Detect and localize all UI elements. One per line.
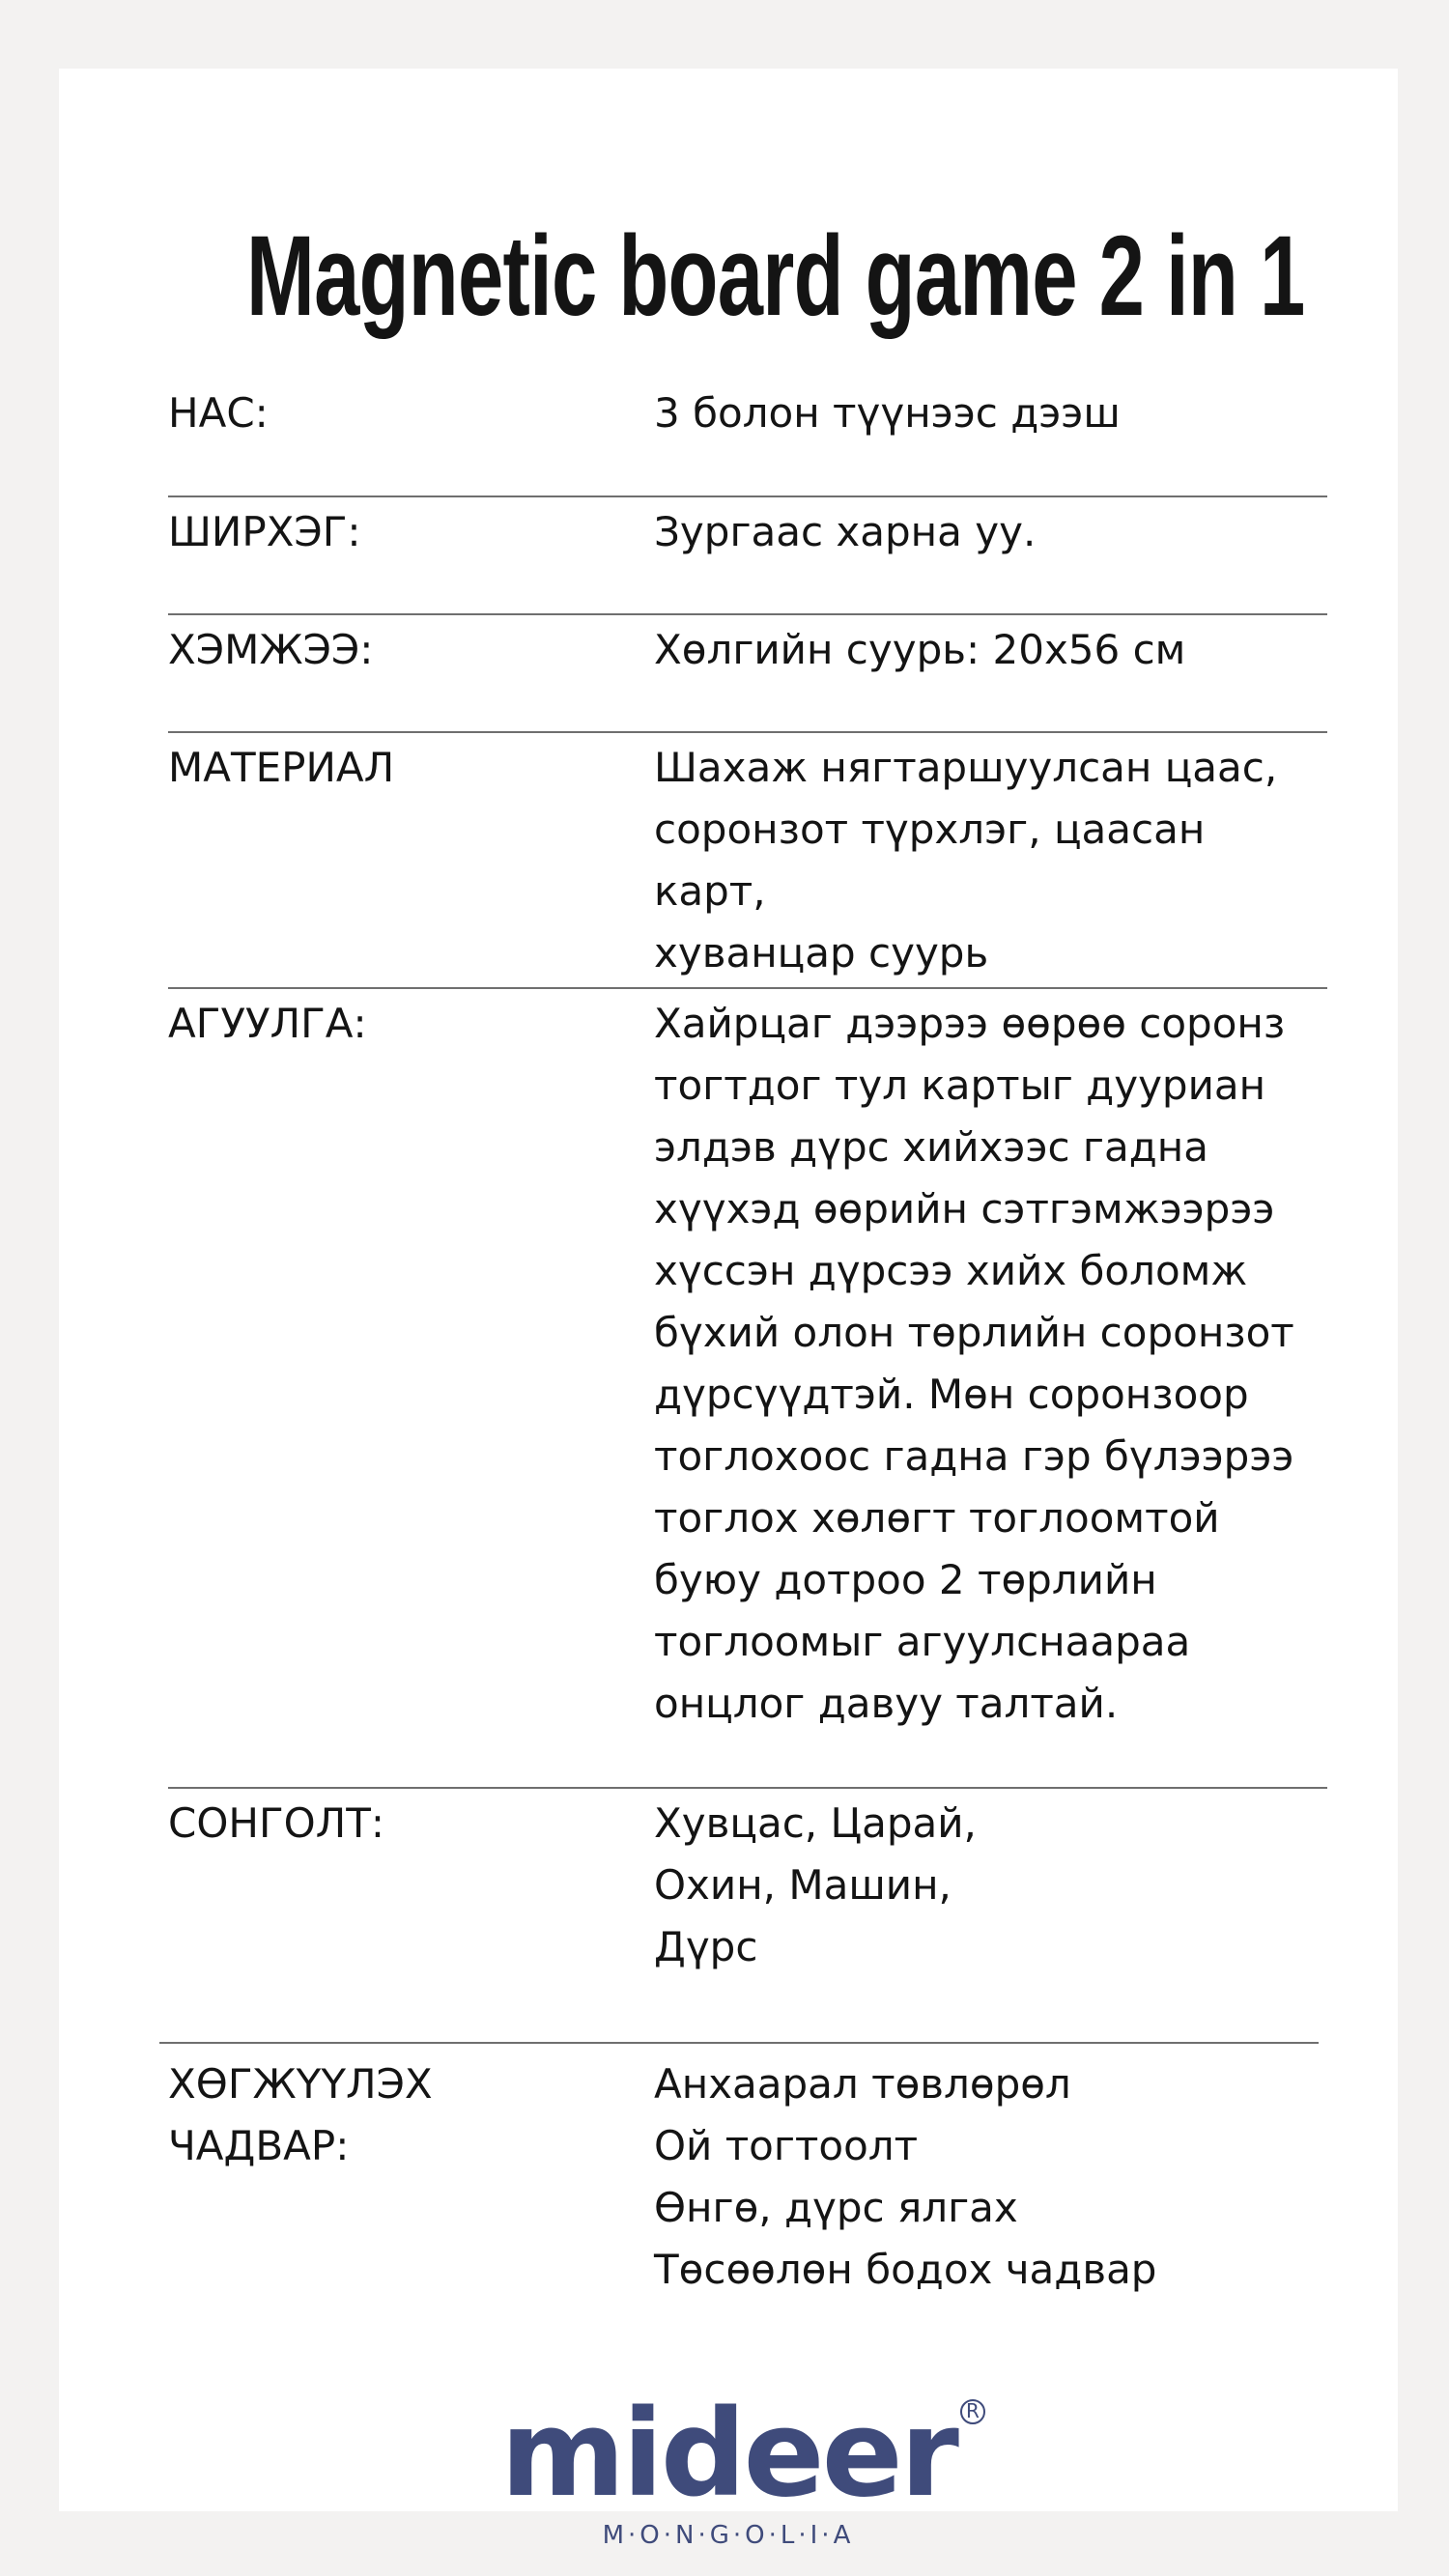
spec-row-pieces (168, 497, 1327, 613)
spec-value: Анхаарал төвлөрөл Ой тогтоолт Өнгө, дүрс ялгах Төсөөлөн бодох чадвар (654, 2060, 1157, 2293)
registered-mark-icon: R (960, 2399, 985, 2424)
product-card (59, 69, 1398, 2550)
spec-table (168, 382, 1327, 2314)
product-title: Magnetic board game 2 in 1 (246, 212, 1305, 340)
spec-value: Шахаж нягтаршуулсан цаас, соронзот түрхлэг, цаасан карт, хуванцар суурь (654, 744, 1278, 977)
spec-row-content (168, 989, 1327, 1787)
spec-value: Хайрцаг дээрээ өөрөө соронз тогтдог тул картыг дууриан элдэв дүрс хийхээс гадна хүүхэд өөрийн сэтгэмжээрээ хүссэн дүрсээ хийх боломж бүхий олон төрлийн соронзот дүрсүүдтэй. Мөн соронзоор тоглохоос гадна гэр бүлээрээ тоглох хөлөгт тоглоомтой буюу дотроо 2 төрлийн тоглоомыг агуулснаараа онцлог давуу талтай. (654, 1000, 1294, 1727)
spec-label: МАТЕРИАЛ (168, 744, 395, 791)
logo-wordmark (500, 2385, 980, 2524)
spec-value: Хөлгийн суурь: 20х56 см (654, 626, 1186, 673)
logo-word-text: mideer (500, 2385, 956, 2524)
spec-value: Зургаас харна уу. (654, 508, 1037, 555)
spec-label: ХӨГЖҮҮЛЭХ ЧАДВАР: (168, 2060, 433, 2169)
brand-logo (59, 2385, 1398, 2550)
spec-row-options (168, 1789, 1327, 2042)
spec-row-age (168, 382, 1327, 495)
spec-label: НАС: (168, 389, 269, 437)
logo-subtitle: M·O·N·G·O·L·I·A (602, 2521, 855, 2550)
spec-label: СОНГОЛТ: (168, 1799, 385, 1847)
spec-value: 3 болон түүнээс дээш (654, 389, 1121, 437)
spec-row-material (168, 733, 1327, 987)
spec-label: АГУУЛГА: (168, 1000, 367, 1047)
spec-row-skills (168, 2044, 1327, 2314)
spec-row-size (168, 615, 1327, 731)
spec-value: Хувцас, Царай, Охин, Машин, Дүрс (654, 1799, 977, 1970)
spec-label: ХЭМЖЭЭ: (168, 626, 374, 673)
spec-label: ШИРХЭГ: (168, 508, 361, 555)
